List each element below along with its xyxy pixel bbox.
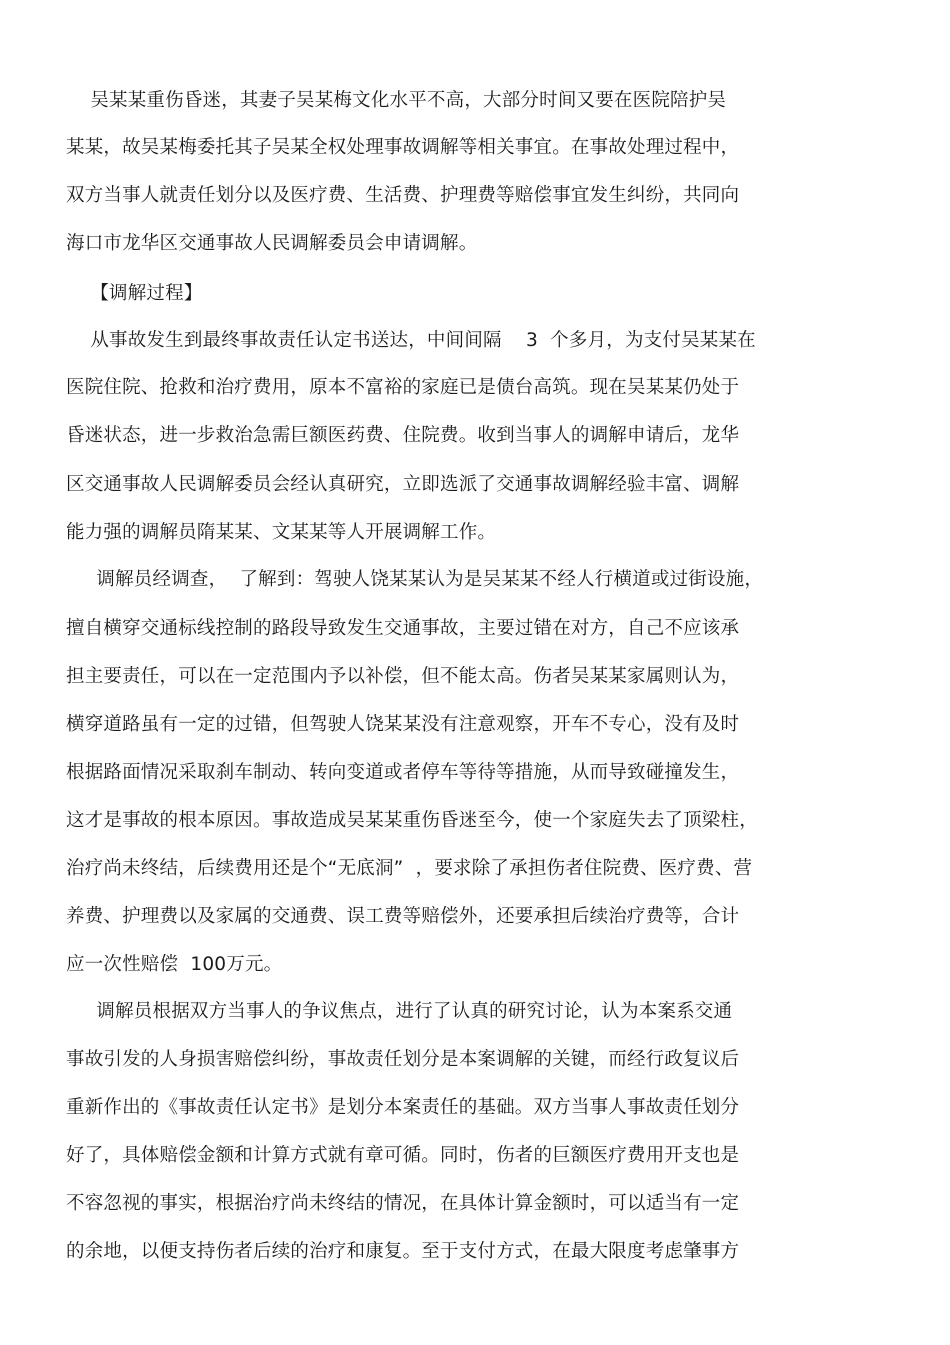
text-line: 这才是事故的根本原因。事故造成吴某某重伤昏迷至今，使一个家庭失去了顶梁柱， <box>66 810 758 831</box>
text-line: 重新作出的《事故责任认定书》是划分本案责任的基础。双方当事人事故责任划分 <box>66 1097 740 1118</box>
text-line: 好了，具体赔偿金额和计算方式就有章可循。同时，伤者的巨额医疗费用开支也是 <box>66 1145 740 1166</box>
text-line: 从事故发生到最终事故责任认定书送达，中间间隔 3 个多月，为支付吴某某在 <box>66 330 756 351</box>
text-line: 事故引发的人身损害赔偿纠纷，事故责任划分是本案调解的关键，而经行政复议后 <box>66 1049 740 1070</box>
text-line: 调解员根据双方当事人的争议焦点，进行了认真的研究讨论，认为本案系交通 <box>66 1001 733 1022</box>
text-line: 某某，故吴某梅委托其子吴某全权处理事故调解等相关事宜。在事故处理过程中， <box>66 137 740 158</box>
text-line: 吴某某重伤昏迷，其妻子吴某梅文化水平不高，大部分时间又要在医院陪护吴 <box>66 90 727 111</box>
text-line: 区交通事故人民调解委员会经认真研究，立即选派了交通事故调解经验丰富、调解 <box>66 474 740 495</box>
text-line: 擅自横穿交通标线控制的路段导致发生交通事故，主要过错在对方，自己不应该承 <box>66 618 740 639</box>
text-line: 不容忽视的事实，根据治疗尚未终结的情况，在具体计算金额时，可以适当有一定 <box>66 1193 740 1214</box>
text-line: 根据路面情况采取刹车制动、转向变道或者停车等待等措施，从而导致碰撞发生， <box>66 762 740 783</box>
text-line: 双方当事人就责任划分以及医疗费、生活费、护理费等赔偿事宜发生纠纷，共同向 <box>66 185 740 206</box>
text-line: 调解员经调查， 了解到：驾驶人饶某某认为是吴某某不经人行横道或过街设施， <box>66 569 764 590</box>
text-line: 横穿道路虽有一定的过错，但驾驶人饶某某没有注意观察，开车不专心，没有及时 <box>66 714 740 735</box>
text-line: 担主要责任，可以在一定范围内予以补偿，但不能太高。伤者吴某某家属则认为， <box>66 666 740 687</box>
text-line: 医院住院、抢救和治疗费用，原本不富裕的家庭已是债台高筑。现在吴某某仍处于 <box>66 377 740 398</box>
text-line: 应一次性赔偿 100万元。 <box>66 954 283 975</box>
text-line: 昏迷状态，进一步救治急需巨额医药费、住院费。收到当事人的调解申请后，龙华 <box>66 425 740 446</box>
text-line: 能力强的调解员隋某某、文某某等人开展调解工作。 <box>66 522 497 543</box>
text-line: 治疗尚未终结，后续费用还是个“无底洞” ，要求除了承担伤者住院费、医疗费、营 <box>66 858 753 879</box>
text-line: 养费、护理费以及家属的交通费、误工费等赔偿外，还要承担后续治疗费等，合计 <box>66 906 740 927</box>
section-heading: 【调解过程】 <box>66 283 203 304</box>
text-line: 的余地，以便支持伤者后续的治疗和康复。至于支付方式，在最大限度考虑肇事方 <box>66 1241 740 1262</box>
text-line: 海口市龙华区交通事故人民调解委员会申请调解。 <box>66 233 478 254</box>
